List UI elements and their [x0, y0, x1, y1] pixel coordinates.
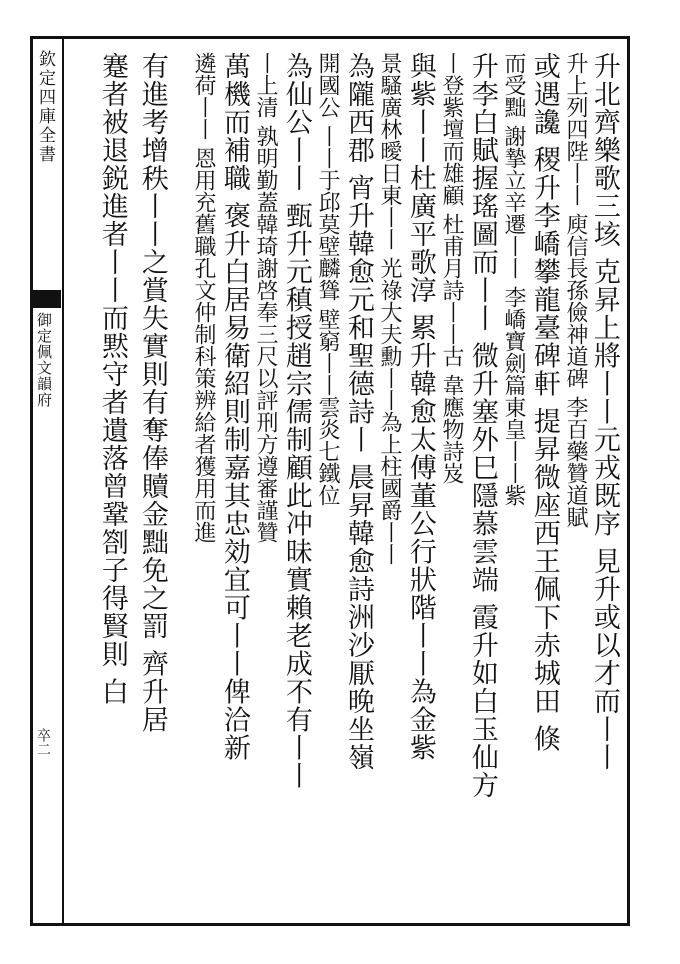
text-column: 而受黜 謝摯立辛遷丨丨 李嶠寶劍篇東皇丨丨紫 [500, 52, 526, 506]
text-column: 升李白賦握瑤圖而丨丨 微升塞外巳隱慕雲端 霞升如白玉仙方 [466, 52, 498, 800]
book-title: 欽定四庫全書 [35, 50, 55, 164]
fishtail-mark [33, 290, 61, 308]
text-column: 景騷廣林曖日東丨丨 光祿大夫勳丨丨為上柱國爵丨丨 [376, 52, 402, 565]
text-column: 萬機而補職 褒升白居易衛紹則制嘉其忠効宜可丨丨俾洽新 [218, 52, 250, 762]
text-column: 為仙公丨丨 甄升元稹授趙宗儒制顧此冲昧實賴老成不有丨丨 [280, 52, 312, 790]
book-subtitle: 御定佩文韻府 [35, 312, 53, 408]
margin-strip [32, 38, 64, 924]
text-column: 開國公 丨丨于邱莫壁麟聳 壁窮丨丨雲炎七鐵位 [314, 52, 340, 506]
page-number: 卒二 [35, 728, 51, 756]
text-column: 丨登紫壇而雄顧 杜甫月詩丨丨古 韋應物詩岌 [438, 52, 464, 484]
text-column: 遴荷丨丨 恩用充舊職孔文仲制科策辨給者獲用而進 [190, 52, 216, 543]
text-column: 為隴西郡 宵升韓愈元和聖德詩丨 晨昇韓愈詩洲沙厭晚坐嶺 [342, 52, 374, 772]
text-column: 丨上清 孰明勤蓋韓琦謝啓奉三尺以評刑方遵審謹贊 [252, 52, 278, 543]
text-column: 蹇者被退鋭進者丨丨而黙守者遺落曾鞏劄子得賢則 白 [96, 52, 128, 706]
text-column: 升北齊樂歌三垓 克昇上將丨丨元戎既序 見升或以才而丨丨 [588, 52, 620, 772]
text-column: 升上列四陛丨丨 庾信長孫儉神道碑 李百藥贊道賦 [562, 52, 588, 528]
text-column: 有進考增秩丨丨之賞失實則有奪俸贖金黜免之罰 齊升居 [136, 52, 168, 734]
text-column: 與紫丨丨杜廣平歌淳 累升韓愈太傅董公行狀階丨丨為金紫 [404, 52, 436, 762]
text-column: 或遇讒 稷升李嶠攀龍臺碑軒 提昇微座西王佩下赤城田 倏 [528, 52, 560, 753]
